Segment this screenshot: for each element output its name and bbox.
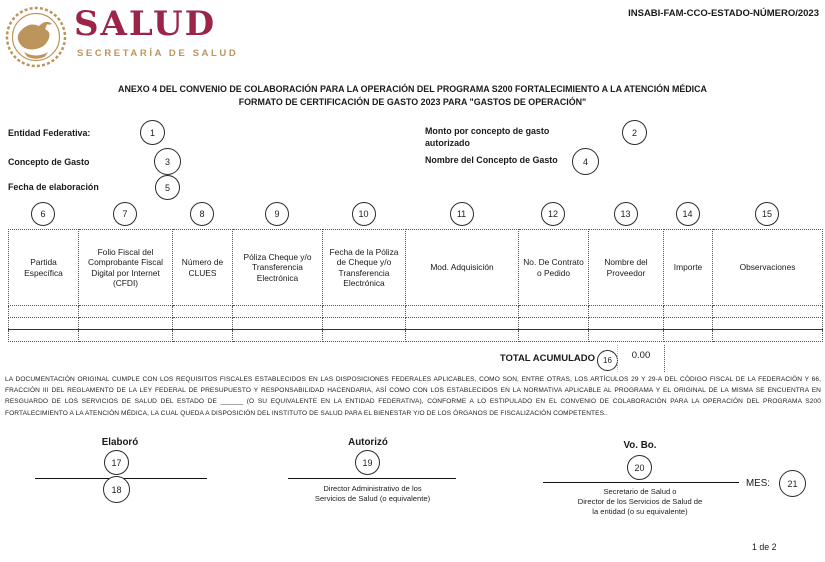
ref-circle-14: 14: [676, 202, 700, 226]
col-importe: Importe: [664, 230, 713, 306]
ref-circle-3: 3: [154, 148, 181, 175]
ref-circle-5: 5: [155, 175, 180, 200]
sig-vobo-subtitle: [540, 487, 740, 517]
document-code: INSABI-FAM-CCO-ESTADO-NÚMERO/2023: [628, 8, 819, 19]
table-empty-row: [9, 330, 823, 342]
table-empty-row: [9, 318, 823, 330]
ref-circle-6: 6: [31, 202, 55, 226]
legal-disclaimer-text: LA DOCUMENTACIÓN ORIGINAL CUMPLE CON LOS REQUISITOS FISCALES ESTABLECIDOS EN LAS DISPOSICIONES FEDERALES APLICABLES, COMO SON, ENTRE OTRAS, LOS ARTÍCULOS 29 Y 29-A DEL CÓDIGO FISCAL DE LA FEDERACIÓN Y 66, FRACCIÓN III DEL REGLAMENTO DE LA LEY FEDERAL DE PRESUPUESTO Y RESPONSABILIDAD HACENDARIA, ASÍ COMO CON LOS ESTABLECIDOS EN LA NORMATIVA APLICABLE AL PROGRAMA Y EL ORIGINAL DE LA MISMA SE ENCUENTRA EN RESGUARDO DE LOS SERVICIOS DE SALUD DEL ESTADO DE ______ (O SU EQUIVALENTE EN LA ENTIDAD FEDERATIVA), CONFORME A LO ESTIPULADO EN EL CONVENIO DE COLABORACIÓN PARA LA OPERACIÓN DEL PROGRAMA S200 FORTALECIMIENTO A LA ATENCIÓN MÉDICA, LA CUAL QUEDA A DISPOSICIÓN DEL INSTITUTO DE SALUD PARA EL BIENESTAR Y/O DE LOS ÓRGANOS DE FISCALIZACIÓN COMPETENTES..: [5, 376, 821, 417]
ref-circle-2: 2: [622, 120, 647, 145]
form-title: [10, 83, 815, 109]
ref-circle-10: 10: [352, 202, 376, 226]
ref-circle-12: 12: [541, 202, 565, 226]
sig-vobo-subtitle-line2: Director de los Servicios de Salud de: [577, 497, 703, 506]
ref-circle-18: 18: [103, 476, 130, 503]
ref-circle-11: 11: [450, 202, 474, 226]
col-numero-clues: Número de CLUES: [173, 230, 233, 306]
ref-circle-8: 8: [190, 202, 214, 226]
expense-table: [8, 229, 823, 342]
mes-label: MES:: [746, 478, 770, 489]
ref-circle-16: 16: [597, 350, 618, 371]
col-poliza-cheque: Póliza Cheque y/o Transferencia Electrónica: [233, 230, 323, 306]
sig-autorizo-line: [288, 478, 456, 479]
mexican-coat-of-arms-icon: [4, 3, 68, 69]
table-column-ref-circles: [8, 202, 822, 226]
secretaria-subtitle: SECRETARÍA DE SALUD: [77, 48, 239, 59]
ref-circle-17: 17: [104, 450, 129, 475]
col-no-contrato: No. De Contrato o Pedido: [519, 230, 589, 306]
page-number: 1 de 2: [752, 542, 777, 552]
col-fecha-poliza: Fecha de la Póliza de Cheque y/o Transferencia Electrónica: [323, 230, 406, 306]
total-acumulado-label: TOTAL ACUMULADO: [499, 353, 595, 364]
sig-vobo-subtitle-line3: la entidad (o su equivalente): [592, 507, 688, 516]
field-entidad-federativa-label: Entidad Federativa:: [8, 128, 91, 138]
ref-circle-9: 9: [265, 202, 289, 226]
field-nombre-concepto-label: Nombre del Concepto de Gasto: [425, 155, 558, 165]
sig-autorizo-title: Autorizó: [348, 437, 388, 448]
field-concepto-gasto-label: Concepto de Gasto: [8, 157, 90, 167]
field-fecha-elaboracion-label: Fecha de elaboración: [8, 182, 99, 192]
ref-circle-7: 7: [113, 202, 137, 226]
sig-autorizo-subtitle-line1: Director Administrativo de los: [323, 484, 422, 493]
form-title-line1: ANEXO 4 DEL CONVENIO DE COLABORACIÓN PARA LA OPERACIÓN DEL PROGRAMA S200 FORTALECIMIENTO A LA ATENCIÓN MÉDICA: [118, 84, 707, 94]
ref-circle-19: 19: [355, 450, 380, 475]
col-partida-especifica: Partida Específica: [9, 230, 79, 306]
col-observaciones: Observaciones: [713, 230, 823, 306]
field-monto-label: Monto por concepto de gasto autorizado: [425, 126, 550, 148]
sig-vobo-title: Vo. Bo.: [623, 440, 657, 451]
ref-circle-21: 21: [779, 470, 806, 497]
sig-vobo-subtitle-line1: Secretario de Salud o: [603, 487, 677, 496]
col-nombre-proveedor: Nombre del Proveedor: [589, 230, 664, 306]
ref-circle-1: 1: [140, 120, 165, 145]
ref-circle-20: 20: [627, 455, 652, 480]
sig-autorizo-subtitle-line2: Servicios de Salud (o equivalente): [314, 494, 431, 503]
table-empty-row: [9, 306, 823, 318]
ref-circle-4: 4: [572, 148, 599, 175]
ref-circle-13: 13: [614, 202, 638, 226]
sig-vobo-line: [543, 482, 739, 483]
sig-autorizo-subtitle: [270, 484, 475, 504]
ref-circle-15: 15: [755, 202, 779, 226]
form-title-line2: FORMATO DE CERTIFICACIÓN DE GASTO 2023 PARA "GASTOS DE OPERACIÓN": [238, 97, 587, 107]
col-mod-adquisicion: Mod. Adquisición: [406, 230, 519, 306]
total-acumulado-value: 0.00: [617, 345, 665, 372]
col-folio-fiscal-cfdi: Folio Fiscal del Comprobante Fiscal Digital por Internet (CFDI): [79, 230, 173, 306]
table-header-row: [9, 230, 823, 306]
sig-elaboro-title: Elaboró: [101, 437, 139, 448]
salud-wordmark: SALUD: [74, 4, 217, 44]
